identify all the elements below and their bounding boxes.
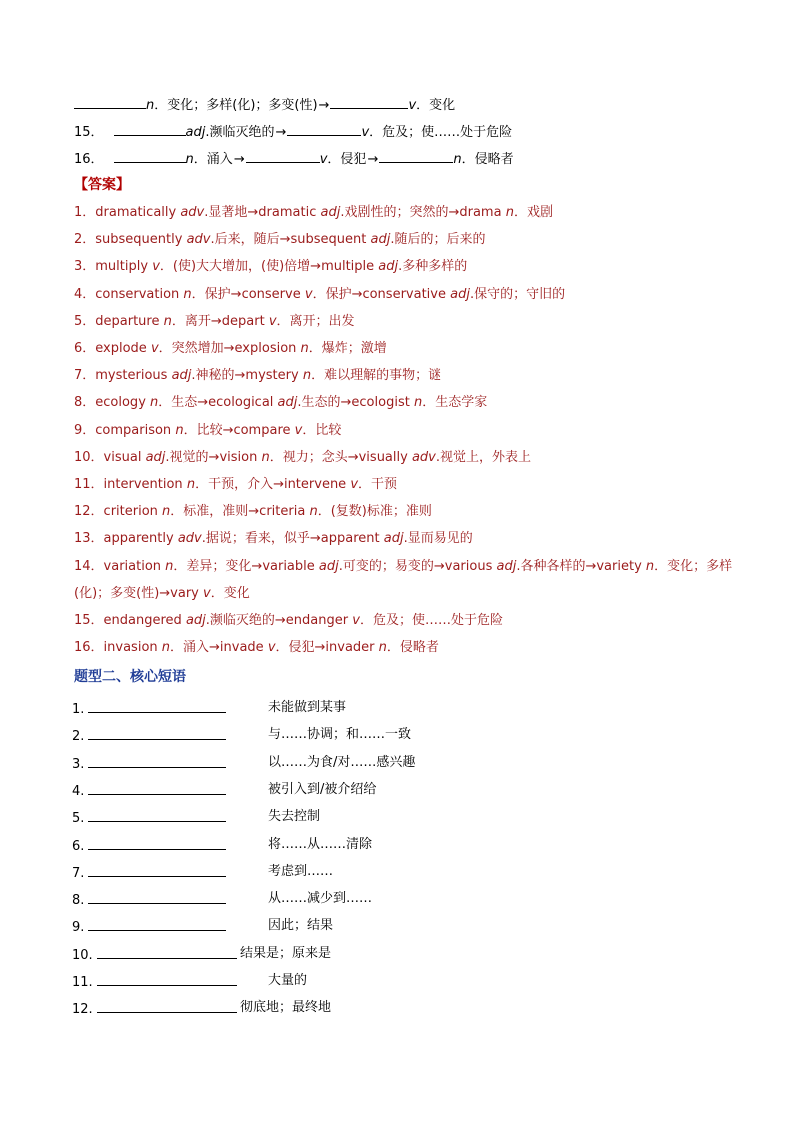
- answer-line: [74, 529, 473, 549]
- answer-line: [74, 638, 439, 658]
- part-of-speech: n: [300, 341, 309, 356]
- answer-blank[interactable]: [330, 94, 408, 109]
- answer-text: ．涌入→invade: [170, 640, 268, 656]
- answer-text: 1．dramatically: [74, 205, 181, 220]
- part-of-speech: n: [185, 152, 194, 167]
- answer-text: ．离开；出发: [276, 313, 355, 329]
- answer-line: [74, 448, 531, 468]
- item-number: 10.: [72, 947, 93, 963]
- answer-blank[interactable]: [287, 121, 361, 136]
- answer-text: ．比较: [302, 422, 342, 438]
- answer-line: [74, 584, 250, 604]
- part-of-speech: adj: [383, 531, 404, 547]
- phrase-item: [72, 698, 347, 720]
- answer-text: .戏剧性的；突然的→drama: [340, 205, 506, 220]
- answer-text: ．戏剧: [513, 205, 553, 220]
- phrase-item: [72, 753, 416, 775]
- answer-text: ．变化: [210, 585, 250, 601]
- phrase-meaning: 以……为食/对……感兴趣: [268, 754, 416, 770]
- answer-blank[interactable]: [379, 148, 453, 163]
- answer-heading: 【答案】: [74, 177, 130, 193]
- answer-text: 2．subsequently: [74, 232, 187, 248]
- answer-blank[interactable]: [88, 835, 226, 850]
- phrase-meaning: 将……从……清除: [268, 836, 373, 852]
- phrase-item: [72, 780, 377, 802]
- part-of-speech: v: [319, 152, 328, 167]
- answer-blank[interactable]: [114, 148, 186, 163]
- exercise-item: [74, 94, 455, 116]
- item-number: 1.: [72, 702, 85, 717]
- answer-line: [74, 557, 732, 577]
- answer-text: ．危及；使……处于危险: [359, 613, 503, 628]
- answer-text: ．生态→ecological: [158, 395, 278, 411]
- part-of-speech: adj: [496, 558, 517, 574]
- phrase-meaning: 未能做到某事: [268, 700, 347, 715]
- answer-text: 10．visual: [74, 449, 146, 465]
- answer-blank[interactable]: [88, 889, 226, 904]
- part-of-speech: n: [163, 313, 172, 329]
- answer-text: ．保护→conservative: [312, 286, 451, 302]
- answer-text: .可变的；易变的→various: [338, 558, 497, 574]
- answer-text: 9．comparison: [74, 422, 176, 438]
- part-of-speech: v: [203, 585, 211, 601]
- part-of-speech: v: [350, 477, 359, 492]
- answer-text: ．离开→depart: [171, 313, 269, 329]
- part-of-speech: n: [146, 98, 155, 113]
- answer-text: ．标准，准则→criteria: [170, 504, 310, 520]
- part-of-speech: v: [361, 125, 370, 140]
- answer-blank[interactable]: [246, 148, 320, 163]
- part-of-speech: n: [378, 640, 387, 656]
- item-text: ．涌入: [193, 152, 233, 167]
- phrase-meaning: 与……协调；和……一致: [268, 727, 412, 743]
- answer-line: [74, 421, 341, 441]
- item-number: 5.: [72, 811, 85, 827]
- answer-line: [74, 611, 503, 631]
- answer-text: .随后的；后来的: [390, 232, 486, 248]
- part-of-speech: adj: [370, 232, 391, 248]
- answer-text: ．差异；变化→variable: [173, 558, 319, 574]
- answer-text: 11．intervention: [74, 477, 187, 492]
- part-of-speech: adj: [320, 205, 341, 220]
- part-of-speech: v: [268, 313, 277, 329]
- part-of-speech: v: [408, 98, 417, 113]
- part-of-speech: n: [161, 640, 171, 656]
- answer-text: .保守的；守旧的: [469, 286, 566, 302]
- answer-text: ．(使)大大增加，(使)倍增→multiple: [159, 259, 379, 275]
- answer-text: ．难以理解的事物；谜: [311, 368, 442, 384]
- answer-text: 6．explode: [74, 341, 151, 356]
- answer-text: .濒临灭绝的→endanger: [205, 613, 353, 628]
- phrase-item: [72, 971, 308, 993]
- part-of-speech: adv: [411, 449, 436, 465]
- answer-text: 5．departure: [74, 313, 164, 329]
- part-of-speech: n: [175, 422, 184, 438]
- item-number: 12.: [72, 1002, 93, 1018]
- answer-text: ．爆炸；激增: [308, 341, 387, 356]
- answer-text: 3．multiply: [74, 259, 153, 275]
- part-of-speech: adj: [185, 125, 206, 140]
- answer-line: [74, 393, 487, 413]
- answer-blank[interactable]: [88, 725, 226, 740]
- answer-blank[interactable]: [88, 862, 226, 877]
- answer-text: (化)；多变(性)→vary: [74, 585, 204, 601]
- answer-text: .视觉的→vision: [165, 449, 262, 465]
- answer-text: ．干预: [358, 477, 398, 492]
- answer-blank[interactable]: [114, 121, 186, 136]
- part-of-speech: adv: [177, 531, 202, 547]
- answer-blank[interactable]: [88, 807, 226, 822]
- answer-blank[interactable]: [88, 753, 226, 768]
- arrow-icon: →: [233, 152, 245, 167]
- answer-line: [74, 475, 397, 495]
- answer-text: ．变化；多样: [654, 558, 733, 574]
- answer-text: ．干预，介入→intervene: [195, 477, 351, 492]
- part-of-speech: n: [150, 395, 159, 411]
- part-of-speech: adv: [180, 205, 205, 220]
- answer-text: 16．invasion: [74, 640, 162, 656]
- answer-blank[interactable]: [97, 998, 237, 1013]
- item-number: 11.: [72, 975, 93, 990]
- answer-line: [74, 257, 467, 277]
- phrase-meaning: 结果是；原来是: [240, 945, 332, 961]
- part-of-speech: n: [165, 558, 174, 574]
- arrow-icon: →: [367, 152, 379, 167]
- part-of-speech: v: [152, 259, 160, 275]
- answer-line: [74, 366, 441, 386]
- phrase-meaning: 失去控制: [268, 809, 321, 825]
- part-of-speech: adj: [185, 613, 206, 628]
- part-of-speech: n: [162, 504, 171, 520]
- part-of-speech: n: [183, 286, 192, 302]
- section-title: 题型二、核心短语: [74, 669, 186, 685]
- phrase-item: [72, 862, 334, 884]
- answer-text: 13．apparently: [74, 531, 178, 547]
- answer-text: 15．endangered: [74, 613, 186, 628]
- answer-text: .显著地→dramatic: [204, 205, 321, 220]
- answer-text: ．比较→compare: [183, 422, 295, 438]
- answer-blank[interactable]: [88, 916, 226, 931]
- phrase-meaning: 被引入到/被介绍给: [268, 781, 377, 797]
- part-of-speech: adj: [450, 286, 470, 302]
- part-of-speech: v: [267, 640, 276, 656]
- answer-blank[interactable]: [97, 971, 237, 986]
- item-text: ．侵犯: [327, 152, 367, 167]
- answer-line: [74, 339, 387, 359]
- answer-text: .显而易见的: [403, 531, 473, 547]
- part-of-speech: n: [302, 368, 312, 384]
- part-of-speech: adj: [145, 449, 166, 465]
- phrase-meaning: 彻底地；最终地: [240, 1000, 332, 1016]
- answer-text: 12．criterion: [74, 504, 163, 520]
- answer-blank[interactable]: [88, 780, 226, 795]
- phrase-meaning: 大量的: [268, 973, 308, 988]
- answer-text: .后来，随后→subsequent: [210, 232, 371, 248]
- part-of-speech: n: [261, 449, 270, 465]
- item-text: ．变化；多样(化)；多变(性): [154, 98, 318, 113]
- answer-text: 7．mysterious: [74, 368, 172, 384]
- answer-text: .多种多样的: [398, 259, 468, 275]
- phrase-item: [72, 944, 332, 966]
- phrase-item: [72, 889, 373, 911]
- item-number: 15．: [74, 125, 104, 140]
- phrase-item: [72, 998, 332, 1020]
- phrase-item: [72, 807, 321, 829]
- part-of-speech: adv: [186, 232, 211, 248]
- answer-blank[interactable]: [97, 944, 237, 959]
- answer-text: 8．ecology: [74, 395, 151, 411]
- answer-text: ．(复数)标准；准则: [317, 504, 432, 520]
- phrase-item: [72, 835, 373, 857]
- answer-line: [74, 285, 565, 305]
- answer-text: .视觉上，外表上: [435, 449, 532, 465]
- answer-line: [74, 312, 355, 332]
- answer-text: 4．conservation: [74, 286, 184, 302]
- part-of-speech: n: [505, 205, 514, 220]
- answer-text: ．侵犯→invader: [275, 640, 379, 656]
- answer-text: ．保护→conserve: [191, 286, 305, 302]
- item-number: 16．: [74, 152, 104, 167]
- part-of-speech: adj: [318, 558, 339, 574]
- answer-text: ．生态学家: [422, 395, 488, 411]
- phrase-meaning: 从……减少到……: [268, 891, 373, 907]
- part-of-speech: n: [413, 395, 423, 411]
- item-number: 2.: [72, 729, 85, 745]
- answer-text: ．侵略者: [386, 640, 439, 656]
- part-of-speech: v: [294, 422, 303, 438]
- answer-line: [74, 502, 432, 522]
- phrase-meaning: 考虑到……: [268, 863, 334, 879]
- arrow-icon: →: [318, 98, 330, 113]
- answer-text: .据说；看来，似乎→apparent: [201, 531, 384, 547]
- item-number: 9.: [72, 920, 85, 936]
- item-number: 8.: [72, 893, 85, 909]
- phrase-item: [72, 916, 334, 938]
- item-number: 7.: [72, 865, 85, 881]
- phrase-meaning: 因此；结果: [268, 918, 334, 934]
- part-of-speech: v: [304, 286, 313, 302]
- part-of-speech: adj: [171, 368, 192, 384]
- answer-line: [74, 230, 486, 250]
- phrase-item: [72, 725, 412, 747]
- part-of-speech: n: [186, 477, 196, 492]
- answer-blank[interactable]: [74, 94, 146, 109]
- part-of-speech: n: [309, 504, 318, 520]
- item-number: 6.: [72, 838, 85, 854]
- arrow-icon: →: [275, 125, 287, 140]
- item-text: ．变化: [416, 98, 456, 113]
- item-text: .濒临灭绝的: [205, 125, 275, 140]
- answer-text: .神秘的→mystery: [191, 368, 303, 384]
- answer-text: .生态的→ecologist: [297, 395, 414, 411]
- item-text: ．侵略者: [461, 152, 514, 167]
- answer-line: [74, 203, 553, 223]
- item-text: ．危及；使……处于危险: [369, 125, 513, 140]
- exercise-item: [74, 148, 514, 170]
- answer-text: 14．variation: [74, 558, 166, 574]
- part-of-speech: v: [150, 341, 159, 356]
- item-number: 4.: [72, 783, 85, 799]
- answer-text: ．突然增加→explosion: [158, 341, 301, 356]
- part-of-speech: adj: [378, 259, 399, 275]
- exercise-item: [74, 121, 512, 143]
- answer-text: .各种各样的→variety: [516, 558, 646, 574]
- answer-text: ．视力；念头→visually: [269, 449, 412, 465]
- part-of-speech: n: [645, 558, 655, 574]
- part-of-speech: v: [352, 613, 360, 628]
- part-of-speech: n: [453, 152, 462, 167]
- part-of-speech: adj: [277, 395, 298, 411]
- answer-blank[interactable]: [88, 698, 226, 713]
- item-number: 3.: [72, 756, 85, 772]
